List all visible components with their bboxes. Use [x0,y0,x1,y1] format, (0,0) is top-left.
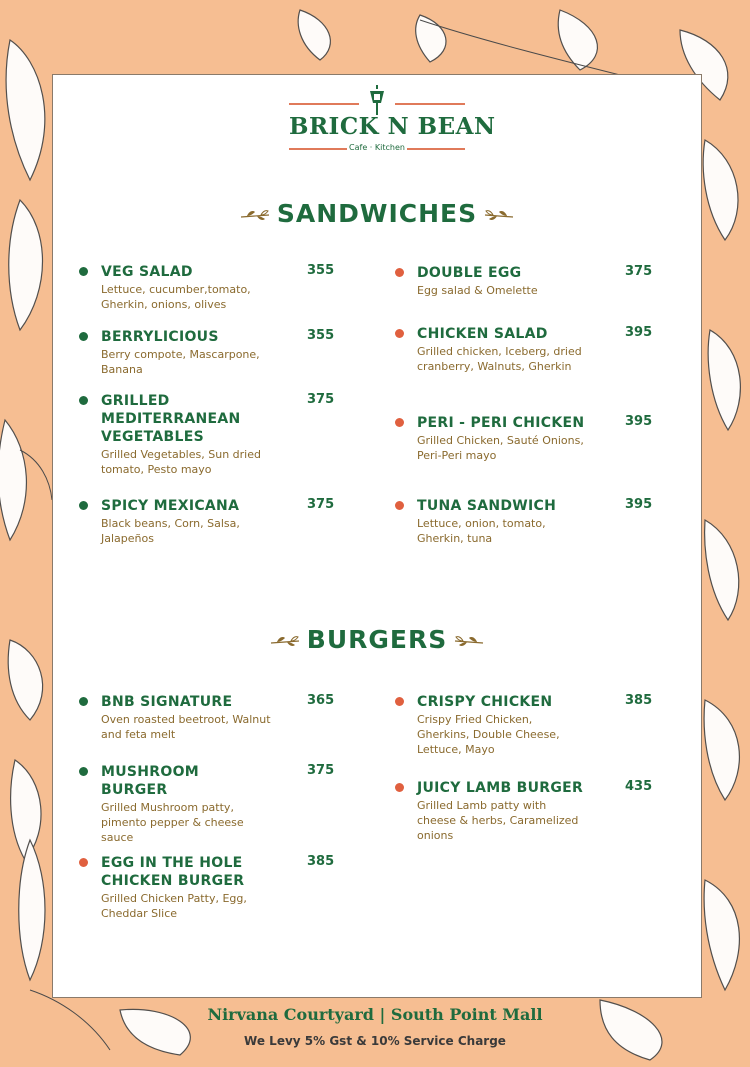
sprig-ornament-icon [239,207,271,223]
menu-item-price: 435 [625,779,653,794]
section-title-burgers [53,625,701,654]
menu-item-name: MUSHROOM BURGER [101,764,200,798]
nonveg-bullet-icon [395,697,404,706]
veg-bullet-icon [79,501,88,510]
footer-tax-note: We Levy 5% Gst & 10% Service Charge [244,1034,506,1048]
menu-item-name: GRILLED MEDITERRANEAN VEGETABLES [101,393,241,445]
menu-item-name: TUNA SANDWICH [417,498,557,514]
menu-item-price: 375 [307,497,335,512]
footer-location: Nirvana Courtyard | South Point Mall [207,1005,543,1024]
menu-item-description: Grilled chicken, Iceberg, dried cranberry, Walnuts, Gherkin [417,345,582,373]
menu-item-description: Lettuce, cucumber,tomato, Gherkin, onions, olives [101,283,251,311]
menu-item-name: VEG SALAD [101,264,193,280]
nonveg-bullet-icon [79,858,88,867]
menu-item-price: 395 [625,497,653,512]
menu-item-description: Berry compote, Mascarpone, Banana [101,348,260,376]
menu-item-description: Oven roasted beetroot, Walnut and feta melt [101,713,271,741]
menu-item-description: Lettuce, onion, tomato, Gherkin, tuna [417,517,546,545]
brand-tagline: Cafe · Kitchen [349,143,405,152]
menu-item-name: DOUBLE EGG [417,265,522,281]
menu-item-price: 375 [307,392,335,407]
nonveg-bullet-icon [395,418,404,427]
menu-item-price: 385 [625,693,653,708]
menu-item-price: 355 [307,263,335,278]
menu-item-price: 395 [625,325,653,340]
menu-item-name: BERRYLICIOUS [101,329,219,345]
sprig-ornament-icon [483,207,515,223]
menu-item-description: Grilled Chicken Patty, Egg, Cheddar Slice [101,892,247,920]
menu-item-description: Grilled Mushroom patty, pimento pepper & cheese sauce [101,801,244,844]
menu-item-name: CHICKEN SALAD [417,326,548,342]
sprig-ornament-icon [453,633,485,649]
section-title-label: SANDWICHES [276,199,478,228]
menu-item-name: EGG IN THE HOLE CHICKEN BURGER [101,855,245,889]
menu-item-price: 375 [307,763,335,778]
veg-bullet-icon [79,767,88,776]
menu-item-name: CRISPY CHICKEN [417,694,553,710]
menu-card [52,74,702,998]
brand-logo [289,85,496,159]
nonveg-bullet-icon [395,783,404,792]
sprig-ornament-icon [269,633,301,649]
veg-bullet-icon [79,697,88,706]
veg-bullet-icon [79,267,88,276]
menu-item-price: 355 [307,328,335,343]
veg-bullet-icon [79,396,88,405]
menu-item-description: Grilled Lamb patty with cheese & herbs, Caramelized onions [417,799,579,842]
menu-item-description: Grilled Chicken, Sauté Onions, Peri-Peri mayo [417,434,584,462]
menu-item-name: PERI - PERI CHICKEN [417,415,585,431]
brand-name: BRICK N BEAN [289,113,496,140]
logo-rule-right [395,103,465,105]
lamp-icon [365,85,389,115]
menu-item-name: SPICY MEXICANA [101,498,240,514]
menu-item-name: BNB SIGNATURE [101,694,233,710]
nonveg-bullet-icon [395,268,404,277]
logo-rule-left [289,103,359,105]
menu-item-price: 365 [307,693,335,708]
nonveg-bullet-icon [395,501,404,510]
menu-item-price: 375 [625,264,653,279]
menu-item-description: Grilled Vegetables, Sun dried tomato, Pesto mayo [101,448,261,476]
menu-item-name: JUICY LAMB BURGER [417,780,584,796]
menu-item-description: Crispy Fried Chicken, Gherkins, Double Cheese, Lettuce, Mayo [417,713,560,756]
menu-item-price: 395 [625,414,653,429]
menu-item-description: Black beans, Corn, Salsa, Jalapeños [101,517,240,545]
menu-item-price: 385 [307,854,335,869]
section-title-sandwiches [53,199,701,228]
menu-item-description: Egg salad & Omelette [417,284,538,297]
nonveg-bullet-icon [395,329,404,338]
veg-bullet-icon [79,332,88,341]
section-title-label: BURGERS [306,625,448,654]
